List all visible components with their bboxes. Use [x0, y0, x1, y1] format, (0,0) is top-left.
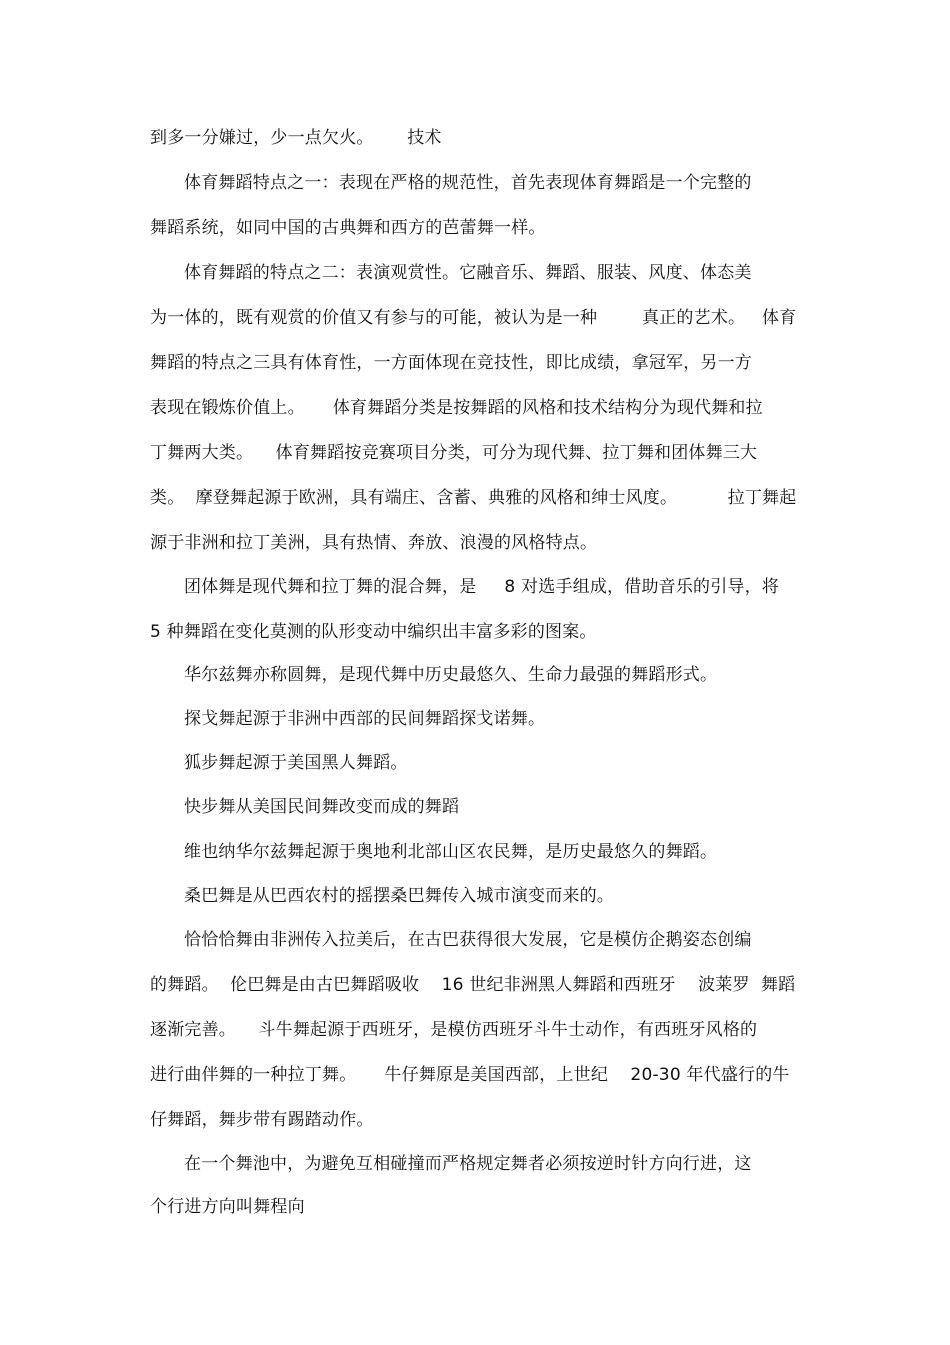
text-line: 5 种舞蹈在变化莫测的队形变动中编织出丰富多彩的图案。	[150, 622, 597, 642]
text-line: 丁舞两大类。 体育舞蹈按竞赛项目分类，可分为现代舞、拉丁舞和团体舞三大	[150, 443, 758, 463]
text-line: 为一体的，既有观赏的价值又有参与的可能，被认为是一种 真正的艺术。 体育	[150, 308, 797, 328]
text-line: 进行曲伴舞的一种拉丁舞。 牛仔舞原是美国西部，上世纪 20-30 年代盛行的牛	[150, 1065, 790, 1085]
text-line: 桑巴舞是从巴西农村的摇摆桑巴舞传入城市演变而来的。	[184, 886, 614, 906]
text-line: 体育舞蹈特点之一：表现在严格的规范性，首先表现体育舞蹈是一个完整的	[184, 173, 752, 193]
text-line: 仔舞蹈，舞步带有踢踏动作。	[150, 1110, 374, 1130]
text-line: 舞蹈系统，如同中国的古典舞和西方的芭蕾舞一样。	[150, 218, 546, 238]
text-line: 探戈舞起源于非洲中西部的民间舞蹈探戈诺舞。	[184, 709, 546, 729]
text-line: 狐步舞起源于美国黑人舞蹈。	[184, 753, 408, 773]
text-line: 舞蹈的特点之三具有体育性，一方面体现在竞技性，即比成绩，拿冠军，另一方	[150, 353, 752, 373]
text-line: 个行进方向叫舞程向	[150, 1197, 305, 1217]
text-line: 快步舞从美国民间舞改变而成的舞蹈	[184, 797, 460, 817]
text-line: 在一个舞池中，为避免互相碰撞而严格规定舞者必须按逆时针方向行进，这	[184, 1154, 752, 1174]
text-line: 表现在锻炼价值上。 体育舞蹈分类是按舞蹈的风格和技术结构分为现代舞和拉	[150, 398, 763, 418]
text-line: 恰恰恰舞由非洲传入拉美后，在古巴获得很大发展，它是模仿企鹅姿态创编	[184, 930, 752, 950]
text-line: 维也纳华尔兹舞起源于奥地利北部山区农民舞，是历史最悠久的舞蹈。	[184, 842, 718, 862]
text-line: 体育舞蹈的特点之二：表演观赏性。它融音乐、舞蹈、服装、风度、体态美	[184, 263, 752, 283]
text-line: 源于非洲和拉丁美洲，具有热情、奔放、浪漫的风格特点。	[150, 533, 598, 553]
text-line: 华尔兹舞亦称圆舞，是现代舞中历史最悠久、生命力最强的舞蹈形式。	[184, 665, 718, 685]
text-line: 团体舞是现代舞和拉丁舞的混合舞，是 8 对选手组成，借助音乐的引导，将	[184, 577, 780, 597]
text-line: 逐渐完善。 斗牛舞起源于西班牙，是模仿西班牙斗牛士动作，有西班牙风格的	[150, 1020, 758, 1040]
text-line: 到多一分嫌过，少一点欠火。 技术	[150, 128, 442, 148]
text-line: 类。 摩登舞起源于欧洲，具有端庄、含蓄、典雅的风格和绅士风度。 拉丁舞起	[150, 488, 797, 508]
text-line: 的舞蹈。 伦巴舞是由古巴舞蹈吸收 16 世纪非洲黑人舞蹈和西班牙 波莱罗 舞蹈	[150, 975, 796, 995]
